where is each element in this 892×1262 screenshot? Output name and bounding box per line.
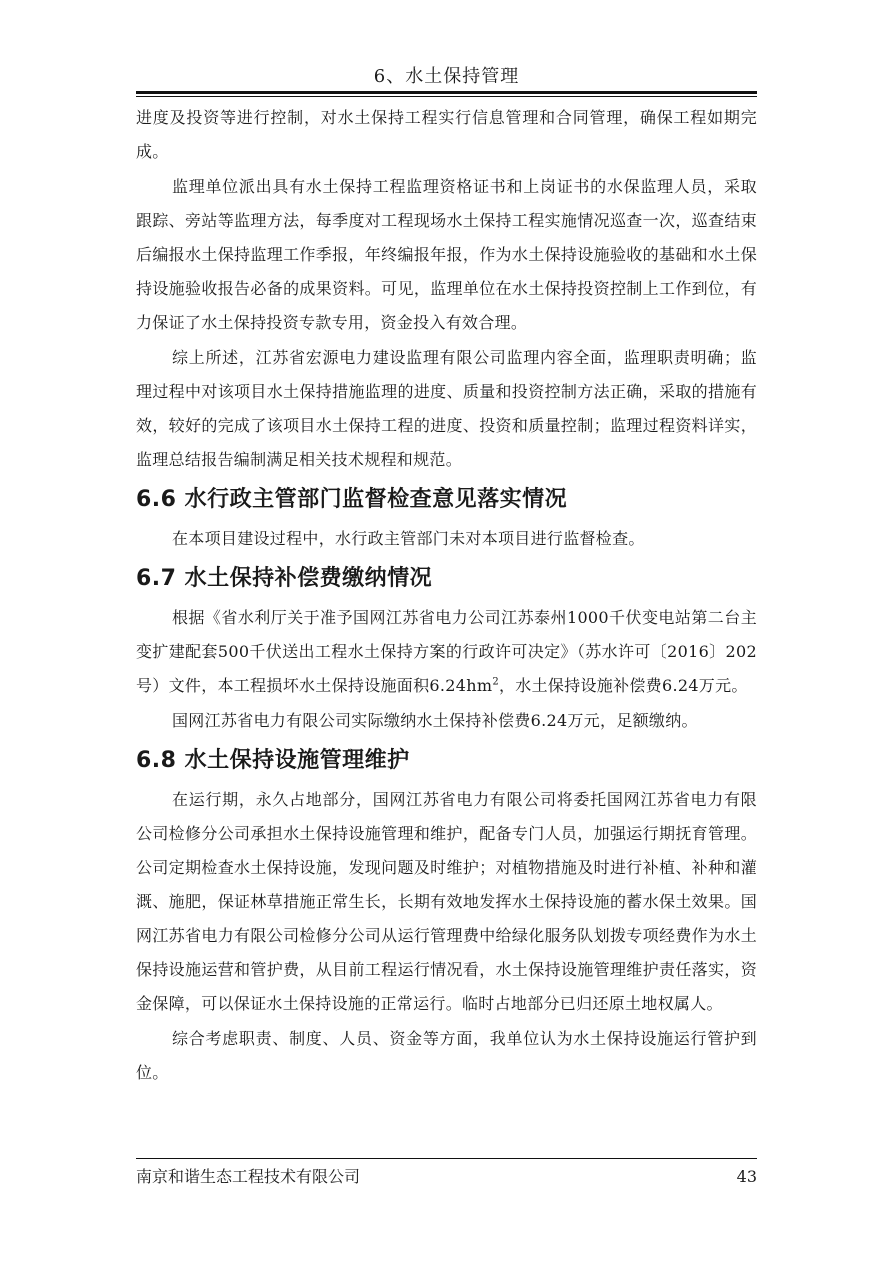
page-number: 43 <box>736 1167 757 1186</box>
paragraph-continued: 进度及投资等进行控制，对水土保持工程实行信息管理和合同管理，确保工程如期完成。 <box>136 108 757 161</box>
section-6-6-paragraph: 在本项目建设过程中，水行政主管部门未对本项目进行监督检查。 <box>172 529 645 548</box>
section-6-8-paragraph-2: 综合考虑职责、制度、人员、资金等方面，我单位认为水土保持设施运行管护到位。 <box>136 1029 757 1082</box>
section-6-7-paragraph-2: 国网江苏省电力有限公司实际缴纳水土保持补偿费6.24万元，足额缴纳。 <box>172 711 698 730</box>
footer-company-name: 南京和谐生态工程技术有限公司 <box>136 1167 361 1186</box>
section-6-8-paragraph-1: 在运行期，永久占地部分，国网江苏省电力有限公司将委托国网江苏省电力有限公司检修分公司承担水土保持设施管理和维护，配备专门人员，加强运行期抚育管理。公司定期检查水土保持设施，发现问题及时维护；对植物措施及时进行补植、补种和灌溉、施肥，保证林草措施正常生长，长期有效地发挥水土保持设施的蓄水保土效果。国网江苏省电力有限公司检修分公司从运行管理费中给绿化服务队划拨专项经费作为水土保持设施运营和管护费，从目前工程运行情况看，水土保持设施管理维护责任落实，资金保障，可以保证水土保持设施的正常运行。临时占地部分已归还原土地权属人。 <box>136 790 757 1013</box>
paragraph-supervision-staff: 监理单位派出具有水土保持工程监理资格证书和上岗证书的水保监理人员，采取跟踪、旁站等监理方法，每季度对工程现场水土保持工程实施情况巡查一次，巡查结束后编报水土保持监理工作季报，年终编报年报，作为水土保持设施验收的基础和水土保持设施验收报告必备的成果资料。可见，监理单位在水土保持投资控制上工作到位，有力保证了水土保持投资专款专用，资金投入有效合理。 <box>136 177 757 332</box>
footer-rule <box>136 1158 757 1159</box>
section-6-7-paragraph-1 <box>136 601 757 703</box>
section-6-8-heading: 6.8 水土保持设施管理维护 <box>136 748 410 773</box>
running-header-title: 6、水土保持管理 <box>373 66 520 87</box>
paragraph-summary: 综上所述，江苏省宏源电力建设监理有限公司监理内容全面，监理职责明确；监理过程中对该项目水土保持措施监理的进度、质量和投资控制方法正确，采取的措施有效，较好的完成了该项目水土保持工程的进度、投资和质量控制；监理过程资料详实，监理总结报告编制满足相关技术规程和规范。 <box>136 348 757 469</box>
section-6-7-heading: 6.7 水土保持补偿费缴纳情况 <box>136 566 433 591</box>
header-rule-thin <box>136 96 757 97</box>
section-6-6-heading: 6.6 水行政主管部门监督检查意见落实情况 <box>136 487 568 512</box>
page-body <box>136 101 757 1091</box>
header-rule-thick <box>136 91 757 94</box>
area-unit-superscript: 2 <box>492 676 499 688</box>
section-6-7-text-tail: ，水土保持设施补偿费6.24万元。 <box>498 676 748 695</box>
section-6-7-text-main: 根据《省水利厅关于准予国网江苏省电力公司江苏泰州1000千伏变电站第二台主变扩建配套500千伏送出工程水土保持方案的行政许可决定》（苏水许可〔2016〕202号）文件，本工程损坏水土保持设施面积6.24hm <box>136 608 757 695</box>
